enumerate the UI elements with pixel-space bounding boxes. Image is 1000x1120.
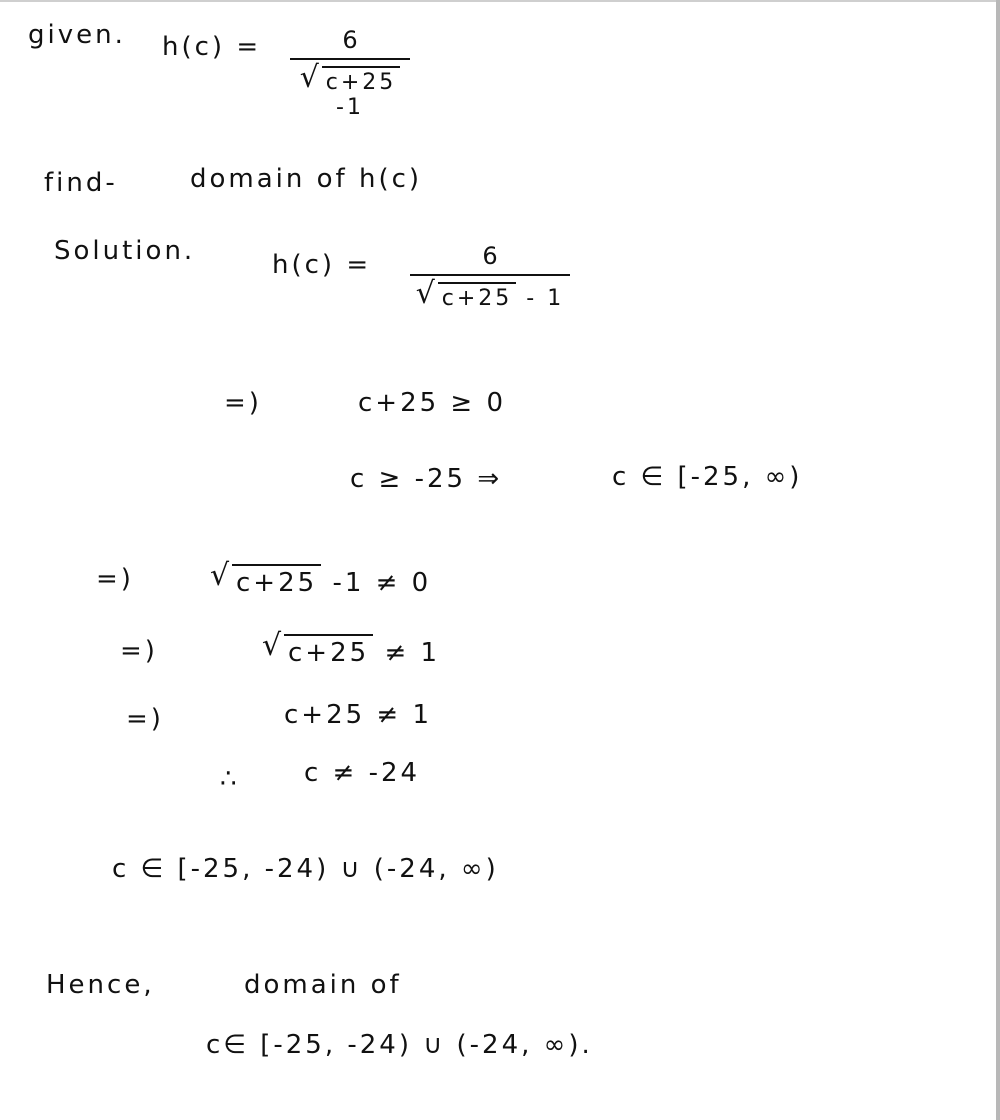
conclusion-text: domain of (244, 970, 402, 1000)
given-numerator: 6 (342, 26, 358, 54)
find-text: domain of h(c) (190, 164, 423, 194)
step1-expression: c+25 ≥ 0 (358, 388, 507, 418)
therefore-symbol: ∴ (220, 764, 240, 794)
step3-tail: -1 ≠ 0 (332, 568, 432, 598)
given-lhs: h(c) = (162, 32, 262, 62)
given-denominator (290, 60, 410, 120)
frame-top (0, 0, 1000, 2)
step2-interval: c ∈ [-25, ∞) (612, 462, 803, 492)
step4-expression (262, 634, 440, 668)
step1-arrow: =) (224, 388, 262, 418)
solution-radicand: c+25 (438, 282, 517, 311)
solution-denominator (410, 276, 570, 311)
solution-sqrt (416, 282, 517, 311)
given-tail: -1 (336, 95, 364, 120)
step4-arrow: =) (120, 636, 158, 666)
final-answer: c∈ [-25, -24) ∪ (-24, ∞). (206, 1030, 593, 1060)
hence-label: Hence, (46, 970, 155, 1000)
step3-radicand: c+25 (232, 564, 321, 598)
solution-fraction (410, 242, 570, 311)
solution-label: Solution. (54, 236, 196, 266)
step2-expression: c ≥ -25 ⇒ (350, 464, 503, 494)
step3-sqrt (210, 564, 321, 598)
step6-expression: c ≠ -24 (304, 758, 421, 788)
given-radicand: c+25 (322, 66, 401, 95)
solution-lhs: h(c) = (272, 250, 372, 280)
interval-expression: c ∈ [-25, -24) ∪ (-24, ∞) (112, 854, 499, 884)
step4-sqrt (262, 634, 373, 668)
given-fraction (290, 26, 410, 120)
step5-arrow: =) (126, 704, 164, 734)
solution-tail: - 1 (526, 286, 565, 311)
solution-numerator: 6 (482, 242, 498, 270)
step4-tail: ≠ 1 (384, 638, 441, 668)
find-label: find- (44, 168, 118, 198)
frame-right (996, 0, 1000, 1120)
step5-expression: c+25 ≠ 1 (284, 700, 433, 730)
step4-radicand: c+25 (284, 634, 373, 668)
given-label: given. (28, 20, 126, 50)
step3-expression (210, 564, 431, 598)
given-sqrt (300, 66, 401, 95)
step3-arrow: =) (96, 564, 134, 594)
